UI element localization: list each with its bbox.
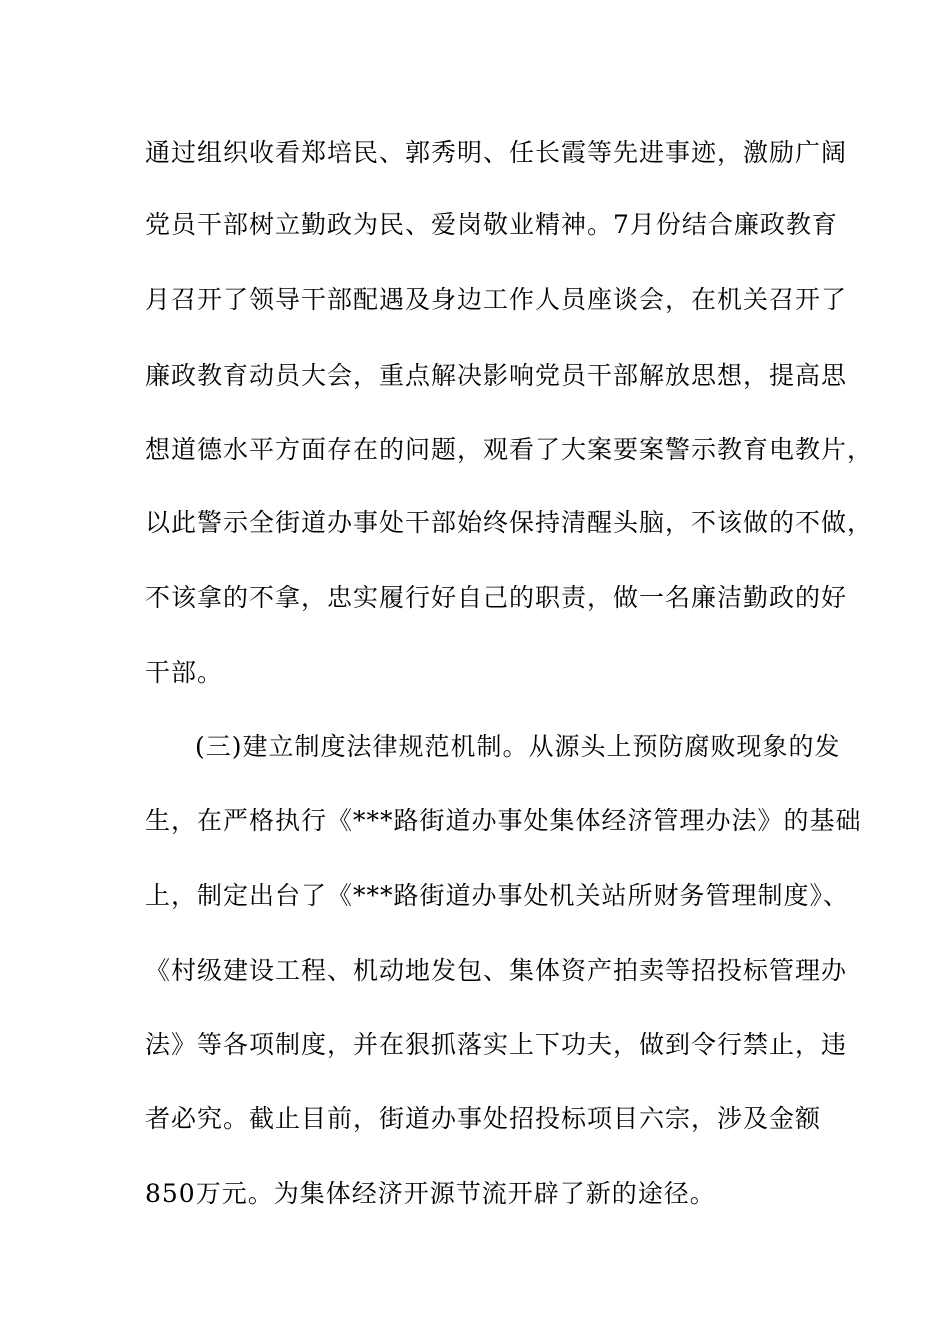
paragraph-heading-line: (三)建立制度法律规范机制。从源头上预防腐败现象的发: [195, 732, 841, 761]
text-line-12: 《村级建设工程、机动地发包、集体资产拍卖等招投标管理办: [145, 956, 848, 985]
text-line-1: 通过组织收看郑培民、郭秀明、任长霞等先进事迹，激励广阔: [145, 138, 848, 167]
text-line-4: 廉政教育动员大会，重点解决影响党员干部解放思想，提高思: [145, 361, 848, 390]
text-line-10: 生，在严格执行《***路街道办事处集体经济管理办法》的基础: [145, 806, 862, 835]
text-line-6: 以此警示全街道办事处干部始终保持清醒头脑，不该做的不做，: [145, 508, 874, 537]
text-line-7: 不该拿的不拿，忠实履行好自己的职责，做一名廉洁勤政的好: [145, 583, 848, 612]
text-line-3: 月召开了领导干部配遇及身边工作人员座谈会，在机关召开了: [145, 285, 848, 314]
text-line-2: 党员干部树立勤政为民、爱岗敬业精神。7月份结合廉政教育: [145, 210, 838, 239]
text-line-15: 850万元。为集体经济开源节流开辟了新的途径。: [145, 1179, 716, 1208]
text-line-14: 者必究。截止目前，街道办事处招投标项目六宗，涉及金额: [145, 1104, 822, 1133]
text-line-5: 想道德水平方面存在的问题，观看了大案要案警示教育电教片，: [145, 435, 874, 464]
text-line-13: 法》等各项制度，并在狠抓落实上下功夫，做到令行禁止，违: [145, 1030, 848, 1059]
text-line-8: 干部。: [145, 658, 224, 687]
text-line-11: 上，制定出台了《***路街道办事处机关站所财务管理制度》、: [145, 881, 850, 910]
